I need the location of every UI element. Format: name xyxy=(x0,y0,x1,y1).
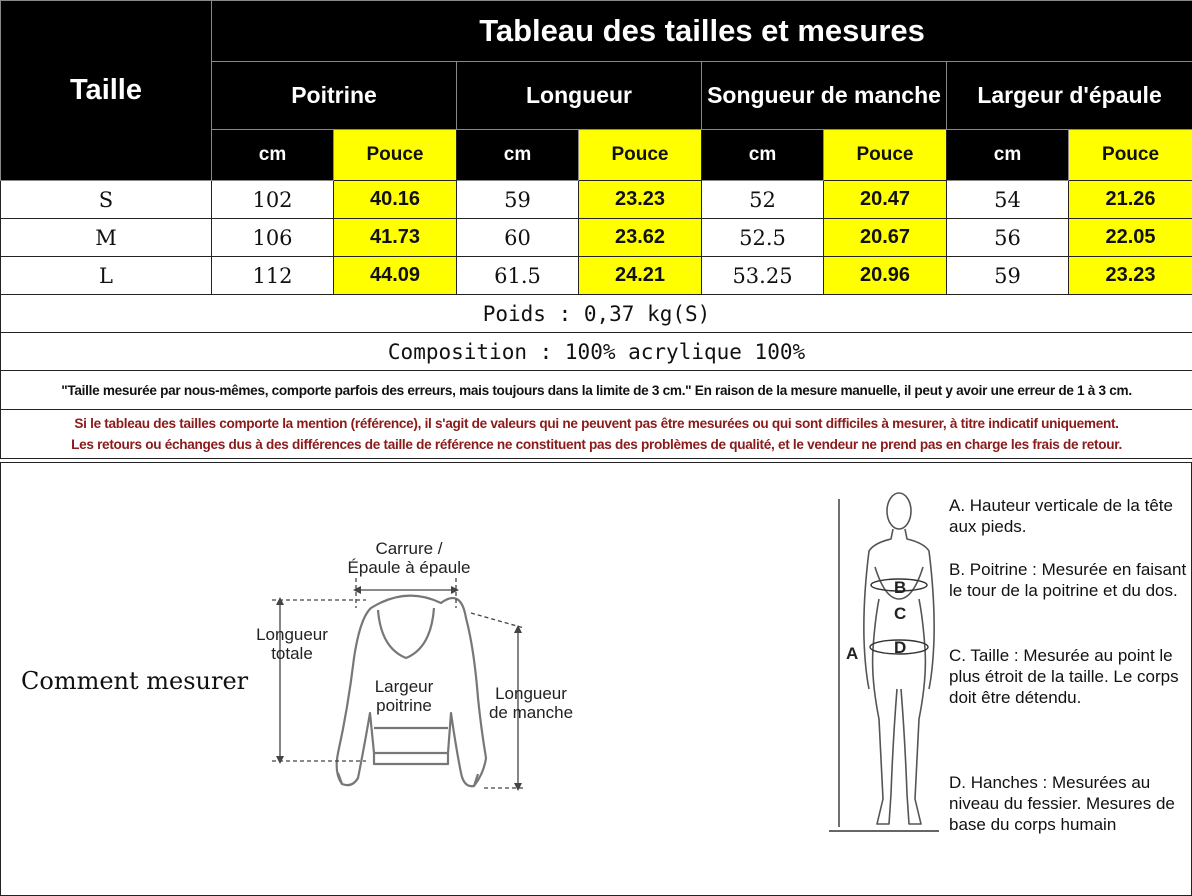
legend-c: C. Taille : Mesurée au point le plus étroit de la taille. Le corps doit être détendu. xyxy=(949,646,1179,707)
value-cell: 56 xyxy=(947,219,1069,257)
chest-width-label: Largeur poitrine xyxy=(374,677,434,715)
size-cell: S xyxy=(1,181,212,219)
size-cell: L xyxy=(1,257,212,295)
unit-inch: Pouce xyxy=(579,130,702,181)
measurement-note: "Taille mesurée par nous-mêmes, comporte parfois des erreurs, mais toujours dans la limite de 3 cm." En raison de la mesure manuelle, il peut y avoir une erreur de 1 à 3 cm. xyxy=(1,371,1192,410)
warning-line-1: Si le tableau des tailles comporte la mention (référence), il s'agit de valeurs qui ne peuvent pas être mesurées ou qui sont difficiles à mesurer, à titre indicatif uniquement. xyxy=(74,416,1119,431)
how-to-measure-section xyxy=(0,462,1192,896)
body-figure xyxy=(829,489,939,839)
value-cell: 23.23 xyxy=(1069,257,1192,295)
value-cell: 61.5 xyxy=(457,257,579,295)
legend-a: A. Hauteur verticale de la tête aux pieds. xyxy=(949,496,1173,536)
value-cell: 53.25 xyxy=(702,257,824,295)
unit-inch: Pouce xyxy=(824,130,947,181)
value-cell: 41.73 xyxy=(334,219,457,257)
col-sleeve: Songueur de manche xyxy=(702,62,947,130)
value-cell: 23.62 xyxy=(579,219,702,257)
value-cell: 52 xyxy=(702,181,824,219)
legend-d: D. Hanches : Mesurées au niveau du fessier. Mesures de base du corps humain xyxy=(949,773,1175,834)
weight-text: Poids : 0,37 kg(S) xyxy=(1,295,1192,333)
unit-cm: cm xyxy=(947,130,1069,181)
marker-b: B xyxy=(894,578,907,597)
value-cell: 52.5 xyxy=(702,219,824,257)
value-cell: 44.09 xyxy=(334,257,457,295)
unit-inch: Pouce xyxy=(1069,130,1192,181)
value-cell: 59 xyxy=(457,181,579,219)
size-cell: M xyxy=(1,219,212,257)
total-length-label: Longueur totale xyxy=(256,625,328,663)
marker-a: A xyxy=(846,644,859,663)
value-cell: 40.16 xyxy=(334,181,457,219)
value-cell: 20.67 xyxy=(824,219,947,257)
value-cell: 23.23 xyxy=(579,181,702,219)
value-cell: 112 xyxy=(212,257,334,295)
value-cell: 20.47 xyxy=(824,181,947,219)
col-chest: Poitrine xyxy=(212,62,457,130)
value-cell: 60 xyxy=(457,219,579,257)
legend-b: B. Poitrine : Mesurée en faisant le tour de la poitrine et du dos. xyxy=(949,560,1187,600)
value-cell: 20.96 xyxy=(824,257,947,295)
return-warning xyxy=(1,410,1192,459)
how-to-measure-label: Comment mesurer xyxy=(21,667,249,695)
warning-line-2: Les retours ou échanges dus à des différences de taille de référence ne constituent pas des problèmes de qualité, et le vendeur ne prend pas en charge les frais de retour. xyxy=(71,437,1122,452)
value-cell: 59 xyxy=(947,257,1069,295)
marker-c: C xyxy=(894,604,907,623)
composition-text: Composition : 100% acrylique 100% xyxy=(1,333,1192,371)
size-header: Taille xyxy=(1,1,212,181)
value-cell: 54 xyxy=(947,181,1069,219)
table-row xyxy=(1,181,1192,219)
value-cell: 106 xyxy=(212,219,334,257)
unit-cm: cm xyxy=(457,130,579,181)
value-cell: 21.26 xyxy=(1069,181,1192,219)
value-cell: 24.21 xyxy=(579,257,702,295)
unit-cm: cm xyxy=(212,130,334,181)
table-row xyxy=(1,219,1192,257)
table-title: Tableau des tailles et mesures xyxy=(212,1,1192,62)
sleeve-length-label: Longueur de manche xyxy=(488,684,574,722)
marker-d: D xyxy=(894,638,907,657)
unit-cm: cm xyxy=(702,130,824,181)
shoulder-label: Carrure / Épaule à épaule xyxy=(347,539,471,577)
table-row xyxy=(1,257,1192,295)
unit-inch: Pouce xyxy=(334,130,457,181)
value-cell: 102 xyxy=(212,181,334,219)
col-length: Longueur xyxy=(457,62,702,130)
col-shoulder: Largeur d'épaule xyxy=(947,62,1192,130)
value-cell: 22.05 xyxy=(1069,219,1192,257)
